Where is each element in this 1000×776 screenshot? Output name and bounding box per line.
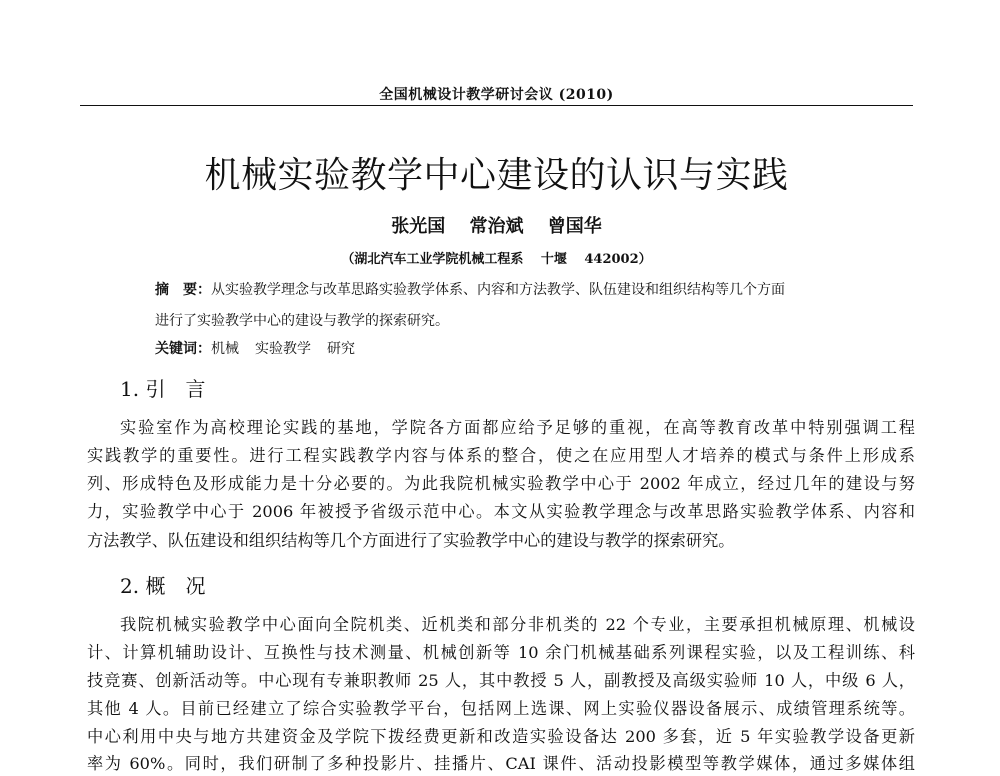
keywords-line bbox=[155, 339, 855, 359]
paragraph-line: 方法教学、队伍建设和组织结构等几个方面进行了实验教学中心的建设与教学的探索研究。 bbox=[87, 531, 735, 550]
section-heading: 2. 概 况 bbox=[120, 574, 206, 598]
keyword: 实验教学 bbox=[255, 341, 311, 357]
paragraph-line: 中心利用中央与地方共建资金及学院下拨经费更新和改造实验设备达 200 多套，近 5 年实验教学设备更新 bbox=[87, 727, 915, 746]
paragraph-line: 技竞赛、创新活动等。中心现有专兼职教师 25 人，其中教授 5 人，副教授及高级实验师 10 人，中级 6 人， bbox=[87, 671, 915, 690]
keyword: 研究 bbox=[327, 341, 355, 357]
paragraph-line: 力，实验教学中心于 2006 年被授予省级示范中心。本文从实验教学理念与改革思路实验教学体系、内容和 bbox=[87, 502, 915, 521]
abstract-line bbox=[155, 280, 855, 300]
paragraph-line: 我院机械实验教学中心面向全院机类、近机类和部分非机类的 22 个专业，主要承担机械原理、机械设 bbox=[120, 615, 915, 634]
paragraph-line: 实验室作为高校理论实践的基地，学院各方面都应给予足够的重视，在高等教育改革中特别强调工程 bbox=[120, 418, 915, 437]
paragraph-line: 列、形成特色及形成能力是十分必要的。为此我院机械实验教学中心于 2002 年成立，经过几年的建设与努 bbox=[87, 474, 915, 493]
section-heading: 1. 引 言 bbox=[120, 377, 206, 401]
abstract-label: 摘 要： bbox=[155, 282, 211, 298]
paper-title: 机械实验教学中心建设的认识与实践 bbox=[204, 155, 789, 196]
keyword: 机械 bbox=[211, 341, 239, 357]
paragraph-line: 率为 60%。同时，我们研制了多种投影片、挂播片、CAI 课件、活动投影模型等教学媒体，通过多媒体组 bbox=[87, 754, 915, 773]
paragraph-line: 其他 4 人。目前已经建立了综合实验教学平台，包括网上选课、网上实验仪器设备展示、成绩管理系统等。 bbox=[87, 699, 915, 718]
paper-affiliation: （湖北汽车工业学院机械工程系 十堰 442002） bbox=[341, 252, 652, 267]
paragraph-line: 实践教学的重要性。进行工程实践教学内容与体系的整合，使之在应用型人才培养的模式与条件上形成系 bbox=[87, 446, 915, 465]
header-rule bbox=[80, 105, 913, 106]
abstract-text: 从实验教学理念与改革思路实验教学体系、内容和方法教学、队伍建设和组织结构等几个方面 bbox=[211, 282, 785, 298]
paper-authors: 张光国 常治斌 曾国华 bbox=[391, 216, 602, 237]
running-header: 全国机械设计教学研讨会议 (2010) bbox=[379, 87, 614, 103]
abstract-line bbox=[155, 311, 855, 331]
paragraph-line: 计、计算机辅助设计、互换性与技术测量、机械创新等 10 余门机械基础系列课程实验，以及工程训练、科 bbox=[87, 643, 915, 662]
keywords-label: 关键词： bbox=[155, 341, 211, 357]
abstract-text: 进行了实验教学中心的建设与教学的探索研究。 bbox=[155, 313, 449, 329]
